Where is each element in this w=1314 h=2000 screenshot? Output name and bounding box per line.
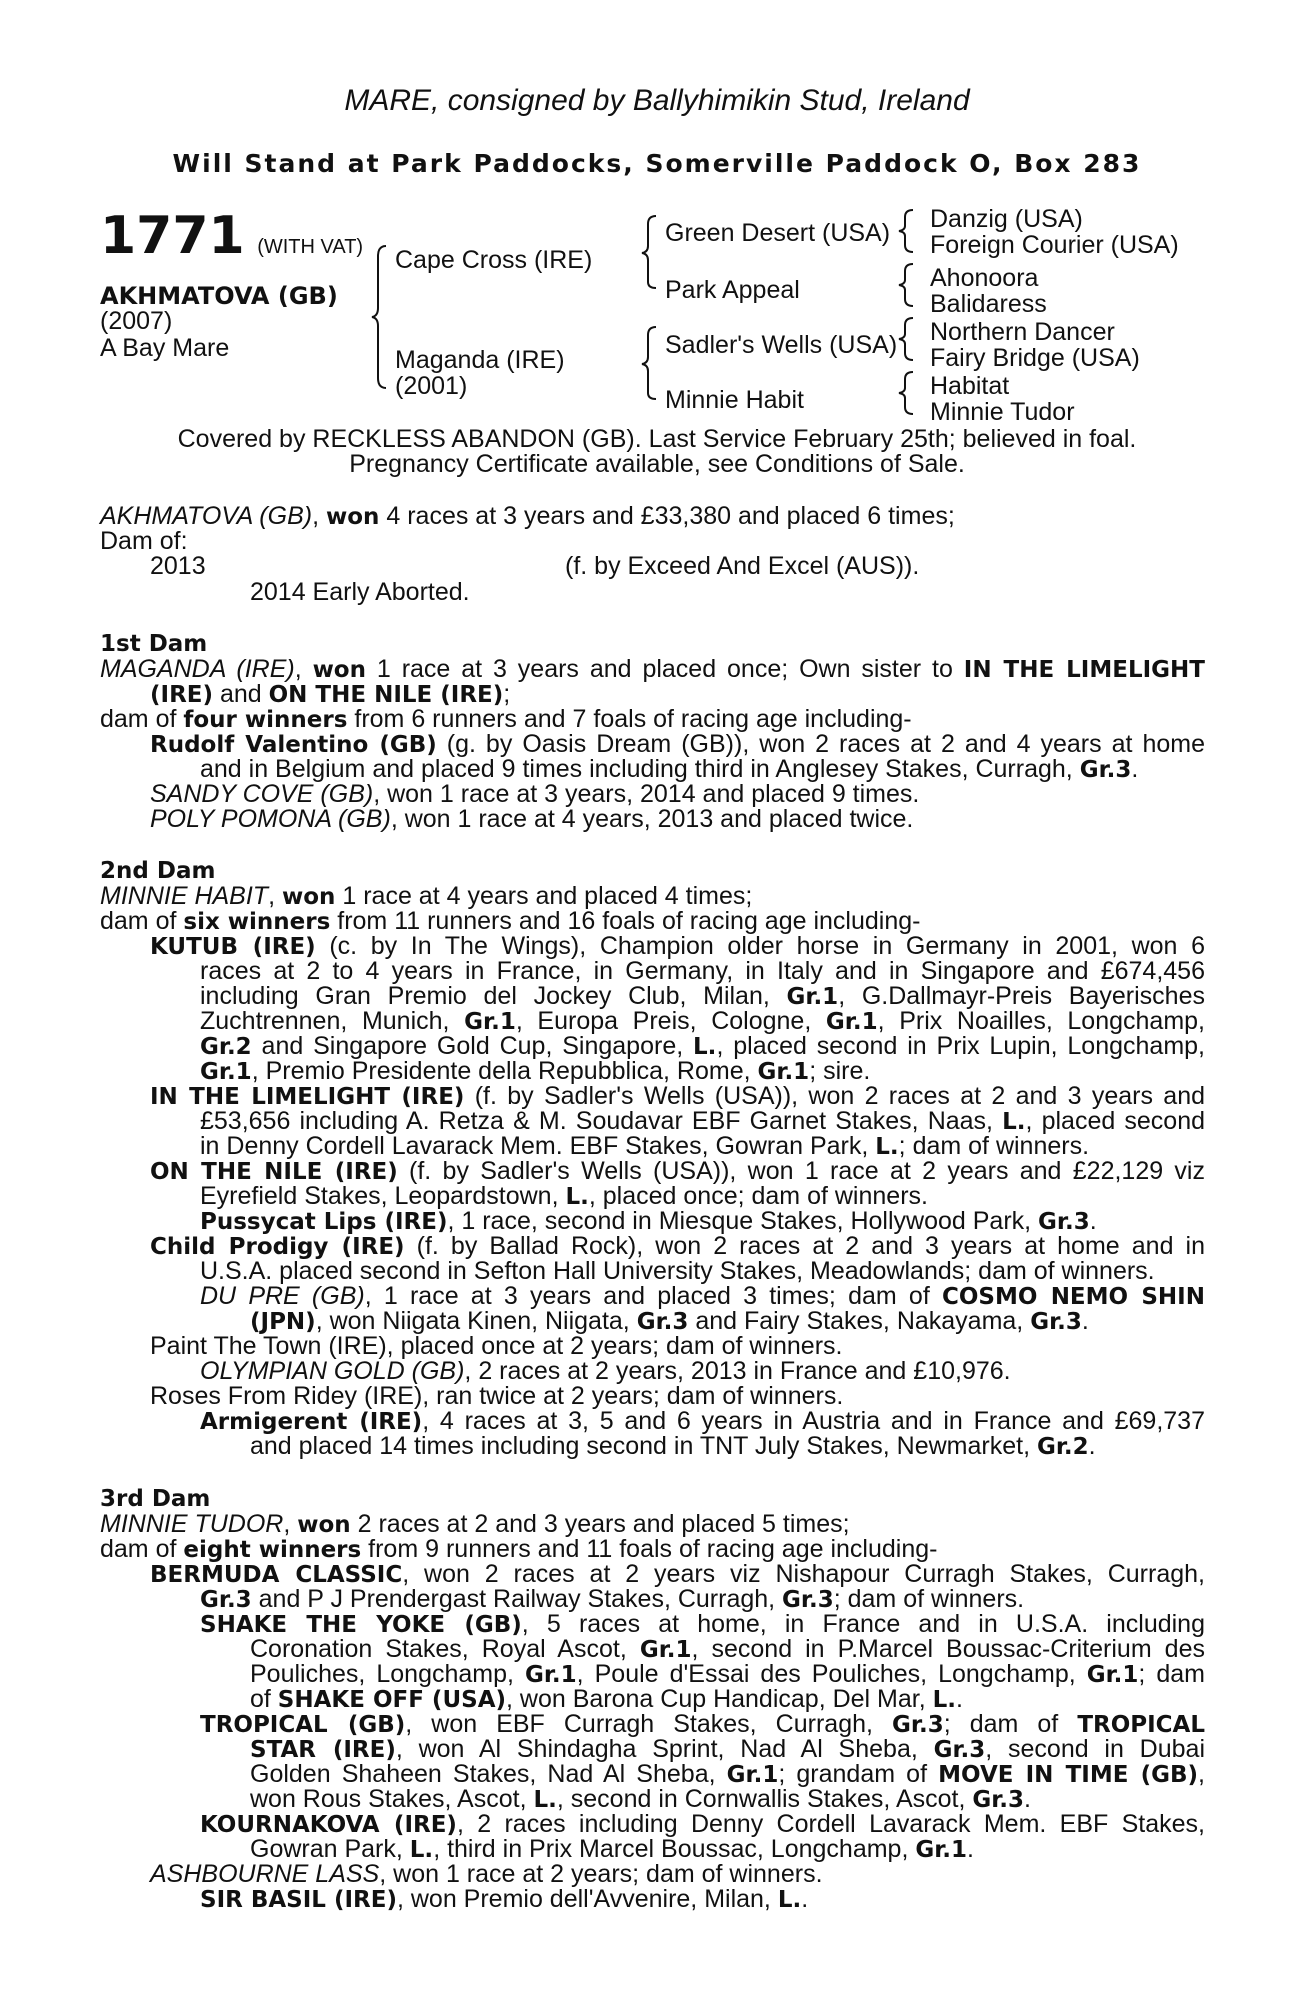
first-dam-line: (IRE) and ON THE NILE (IRE); [150,680,511,708]
third-dam-line: SHAKE THE YOKE (GB), 5 races at home, in France and in U.S.A. including [200,1610,1205,1638]
pedigree-bracket-main [370,242,390,392]
vat-note: (WITH VAT) [257,236,364,258]
pedigree-bracket-ggp2 [897,261,917,309]
second-dam-line: IN THE LIMELIGHT (IRE) (f. by Sadler's Wells (USA)), won 2 races at 2 and 3 years and [150,1082,1205,1110]
pedigree-bracket-ggp3 [897,315,917,363]
second-dam-line: Roses From Ridey (IRE), ran twice at 2 years; dam of winners. [150,1382,844,1410]
second-dam-line: £53,656 including A. Retza & M. Soudavar EBF Garnet Stakes, Naas, L., placed second [200,1107,1206,1135]
consignor-line: MARE, consigned by Ballyhimikin Stud, Ireland [344,84,970,117]
sire: Cape Cross (IRE) [395,246,593,274]
second-dam-line: Gr.2 and Singapore Gold Cup, Singapore, L., placed second in Prix Lupin, Longchamp, [200,1032,1205,1060]
second-dam-line: Eyrefield Stakes, Leopardstown, L., placed once; dam of winners. [200,1182,928,1210]
produce-2013-year: 2013 [150,552,206,580]
ggp-6: Fairy Bridge (USA) [930,344,1140,372]
second-dam-line: MINNIE HABIT, won 1 race at 4 years and placed 4 times; [100,882,753,910]
third-dam-line: of SHAKE OFF (USA), won Barona Cup Handicap, Del Mar, L.. [250,1685,963,1713]
stand-location: Will Stand at Park Paddocks, Somerville Paddock O, Box 283 [172,149,1142,178]
horse-description: A Bay Mare [100,334,230,362]
race-record: AKHMATOVA (GB), won 4 races at 3 years and £33,380 and placed 6 times; [100,502,955,530]
third-dam-line: BERMUDA CLASSIC, won 2 races at 2 years viz Nishapour Curragh Stakes, Curragh, [150,1560,1205,1588]
first-dam-line: Rudolf Valentino (GB) (g. by Oasis Dream (GB)), won 2 races at 2 and 4 years at home [150,730,1205,758]
dam-year: (2001) [395,372,468,400]
produce-2014: 2014 Early Aborted. [250,578,470,606]
third-dam-line: ASHBOURNE LASS, won 1 race at 2 years; dam of winners. [150,1860,823,1888]
second-dam-line: OLYMPIAN GOLD (GB), 2 races at 2 years, 2013 in France and £10,976. [200,1357,1011,1385]
second-dam-line: Child Prodigy (IRE) (f. by Ballad Rock), won 2 races at 2 and 3 years at home and in [150,1232,1205,1260]
pedigree-bracket-sire [640,212,660,292]
lot-number: 1771 [100,206,245,266]
third-dam-line: Gr.3 and P J Prendergast Railway Stakes, Curragh, Gr.3; dam of winners. [200,1585,1025,1613]
pedigree-bracket-ggp1 [897,207,917,255]
second-dam-line: DU PRE (GB), 1 race at 3 years and placed 3 times; dam of COSMO NEMO SHIN [200,1282,1205,1310]
third-dam-line: SIR BASIL (IRE), won Premio dell'Avvenire, Milan, L.. [200,1885,809,1913]
ggp-4: Balidaress [930,290,1047,318]
third-dam-line: MINNIE TUDOR, won 2 races at 2 and 3 years and placed 5 times; [100,1510,850,1538]
second-dam-line: Zuchtrennen, Munich, Gr.1, Europa Preis, Cologne, Gr.1, Prix Noailles, Longchamp, [200,1007,1205,1035]
first-dam-line: dam of four winners from 6 runners and 7 foals of racing age including- [100,705,912,733]
pedigree-bracket-ggp4 [897,369,917,417]
third-dam-heading: 3rd Dam [100,1486,211,1512]
third-dam-line: TROPICAL (GB), won EBF Curragh Stakes, Curragh, Gr.3; dam of TROPICAL [200,1710,1206,1738]
second-dam-line: Armigerent (IRE), 4 races at 3, 5 and 6 years in Austria and in France and £69,737 [200,1407,1205,1435]
second-dam-line: dam of six winners from 11 runners and 16 foals of racing age including- [100,907,921,935]
lot-number-line [100,206,364,266]
second-dam-line: U.S.A. placed second in Sefton Hall University Stakes, Meadowlands; dam of winners. [200,1257,1155,1285]
second-dam-line: Pussycat Lips (IRE), 1 race, second in Miesque Stakes, Hollywood Park, Gr.3. [200,1207,1097,1235]
second-dam-line: and placed 14 times including second in TNT July Stakes, Newmarket, Gr.2. [250,1432,1096,1460]
dam-of-label: Dam of: [100,527,188,555]
ggp-2: Foreign Courier (USA) [930,231,1179,259]
second-dam-line: (JPN), won Niigata Kinen, Niigata, Gr.3 and Fairy Stakes, Nakayama, Gr.3. [250,1307,1089,1335]
sire-dam: Park Appeal [665,276,800,304]
dam-sire: Sadler's Wells (USA) [665,331,898,359]
foaling-year: (2007) [100,307,173,335]
ggp-5: Northern Dancer [930,318,1115,346]
covered-note: Covered by RECKLESS ABANDON (GB). Last Service February 25th; believed in foal. [177,425,1137,453]
first-dam-line: POLY POMONA (GB), won 1 race at 4 years, 2013 and placed twice. [150,805,914,833]
dam: Maganda (IRE) [395,346,565,374]
first-dam-line: and in Belgium and placed 9 times including third in Anglesey Stakes, Curragh, Gr.3. [200,755,1139,783]
second-dam-heading: 2nd Dam [100,858,216,884]
ggp-3: Ahonoora [930,264,1039,292]
first-dam-line: MAGANDA (IRE), won 1 race at 3 years and placed once; Own sister to IN THE LIMELIGHT [100,655,1205,683]
third-dam-line: Gowran Park, L., third in Prix Marcel Boussac, Longchamp, Gr.1. [250,1835,974,1863]
first-dam-heading: 1st Dam [100,631,208,657]
second-dam-line: in Denny Cordell Lavarack Mem. EBF Stakes, Gowran Park, L.; dam of winners. [200,1132,1090,1160]
first-dam-line: SANDY COVE (GB), won 1 race at 3 years, 2014 and placed 9 times. [150,780,920,808]
second-dam-line: including Gran Premio del Jockey Club, Milan, Gr.1, G.Dallmayr-Preis Bayerisches [200,982,1205,1010]
sire-sire: Green Desert (USA) [665,219,891,247]
second-dam-line: Gr.1, Premio Presidente della Repubblica, Rome, Gr.1; sire. [200,1057,871,1085]
third-dam-line: won Rous Stakes, Ascot, L., second in Cornwallis Stakes, Ascot, Gr.3. [250,1785,1031,1813]
produce-2013-note: (f. by Exceed And Excel (AUS)). [565,552,920,580]
third-dam-line: Pouliches, Longchamp, Gr.1, Poule d'Essai des Pouliches, Longchamp, Gr.1; dam [250,1660,1206,1688]
third-dam-line: dam of eight winners from 9 runners and 11 foals of racing age including- [100,1535,938,1563]
third-dam-line: STAR (IRE), won Al Shindagha Sprint, Nad Al Sheba, Gr.3, second in Dubai [250,1735,1205,1763]
horse-name: AKHMATOVA (GB) [100,282,338,310]
third-dam-line: Coronation Stakes, Royal Ascot, Gr.1, second in P.Marcel Boussac-Criterium des [250,1635,1205,1663]
ggp-7: Habitat [930,372,1010,400]
second-dam-line: KUTUB (IRE) (c. by In The Wings), Champion older horse in Germany in 2001, won 6 [150,932,1205,960]
second-dam-line: Paint The Town (IRE), placed once at 2 years; dam of winners. [150,1332,843,1360]
third-dam-line: KOURNAKOVA (IRE), 2 races including Denny Cordell Lavarack Mem. EBF Stakes, [200,1810,1206,1838]
third-dam-line: Golden Shaheen Stakes, Nad Al Sheba, Gr.1; grandam of MOVE IN TIME (GB), [250,1760,1205,1788]
second-dam-line: ON THE NILE (IRE) (f. by Sadler's Wells (USA)), won 1 race at 2 years and £22,129 viz [150,1157,1205,1185]
ggp-8: Minnie Tudor [930,398,1075,426]
pedigree-bracket-dam [640,323,660,403]
second-dam-line: races at 2 to 4 years in France, in Germany, in Italy and in Singapore and £674,456 [200,957,1205,985]
dam-dam: Minnie Habit [665,386,804,414]
pregnancy-note: Pregnancy Certificate available, see Conditions of Sale. [349,450,965,478]
ggp-1: Danzig (USA) [930,205,1083,233]
